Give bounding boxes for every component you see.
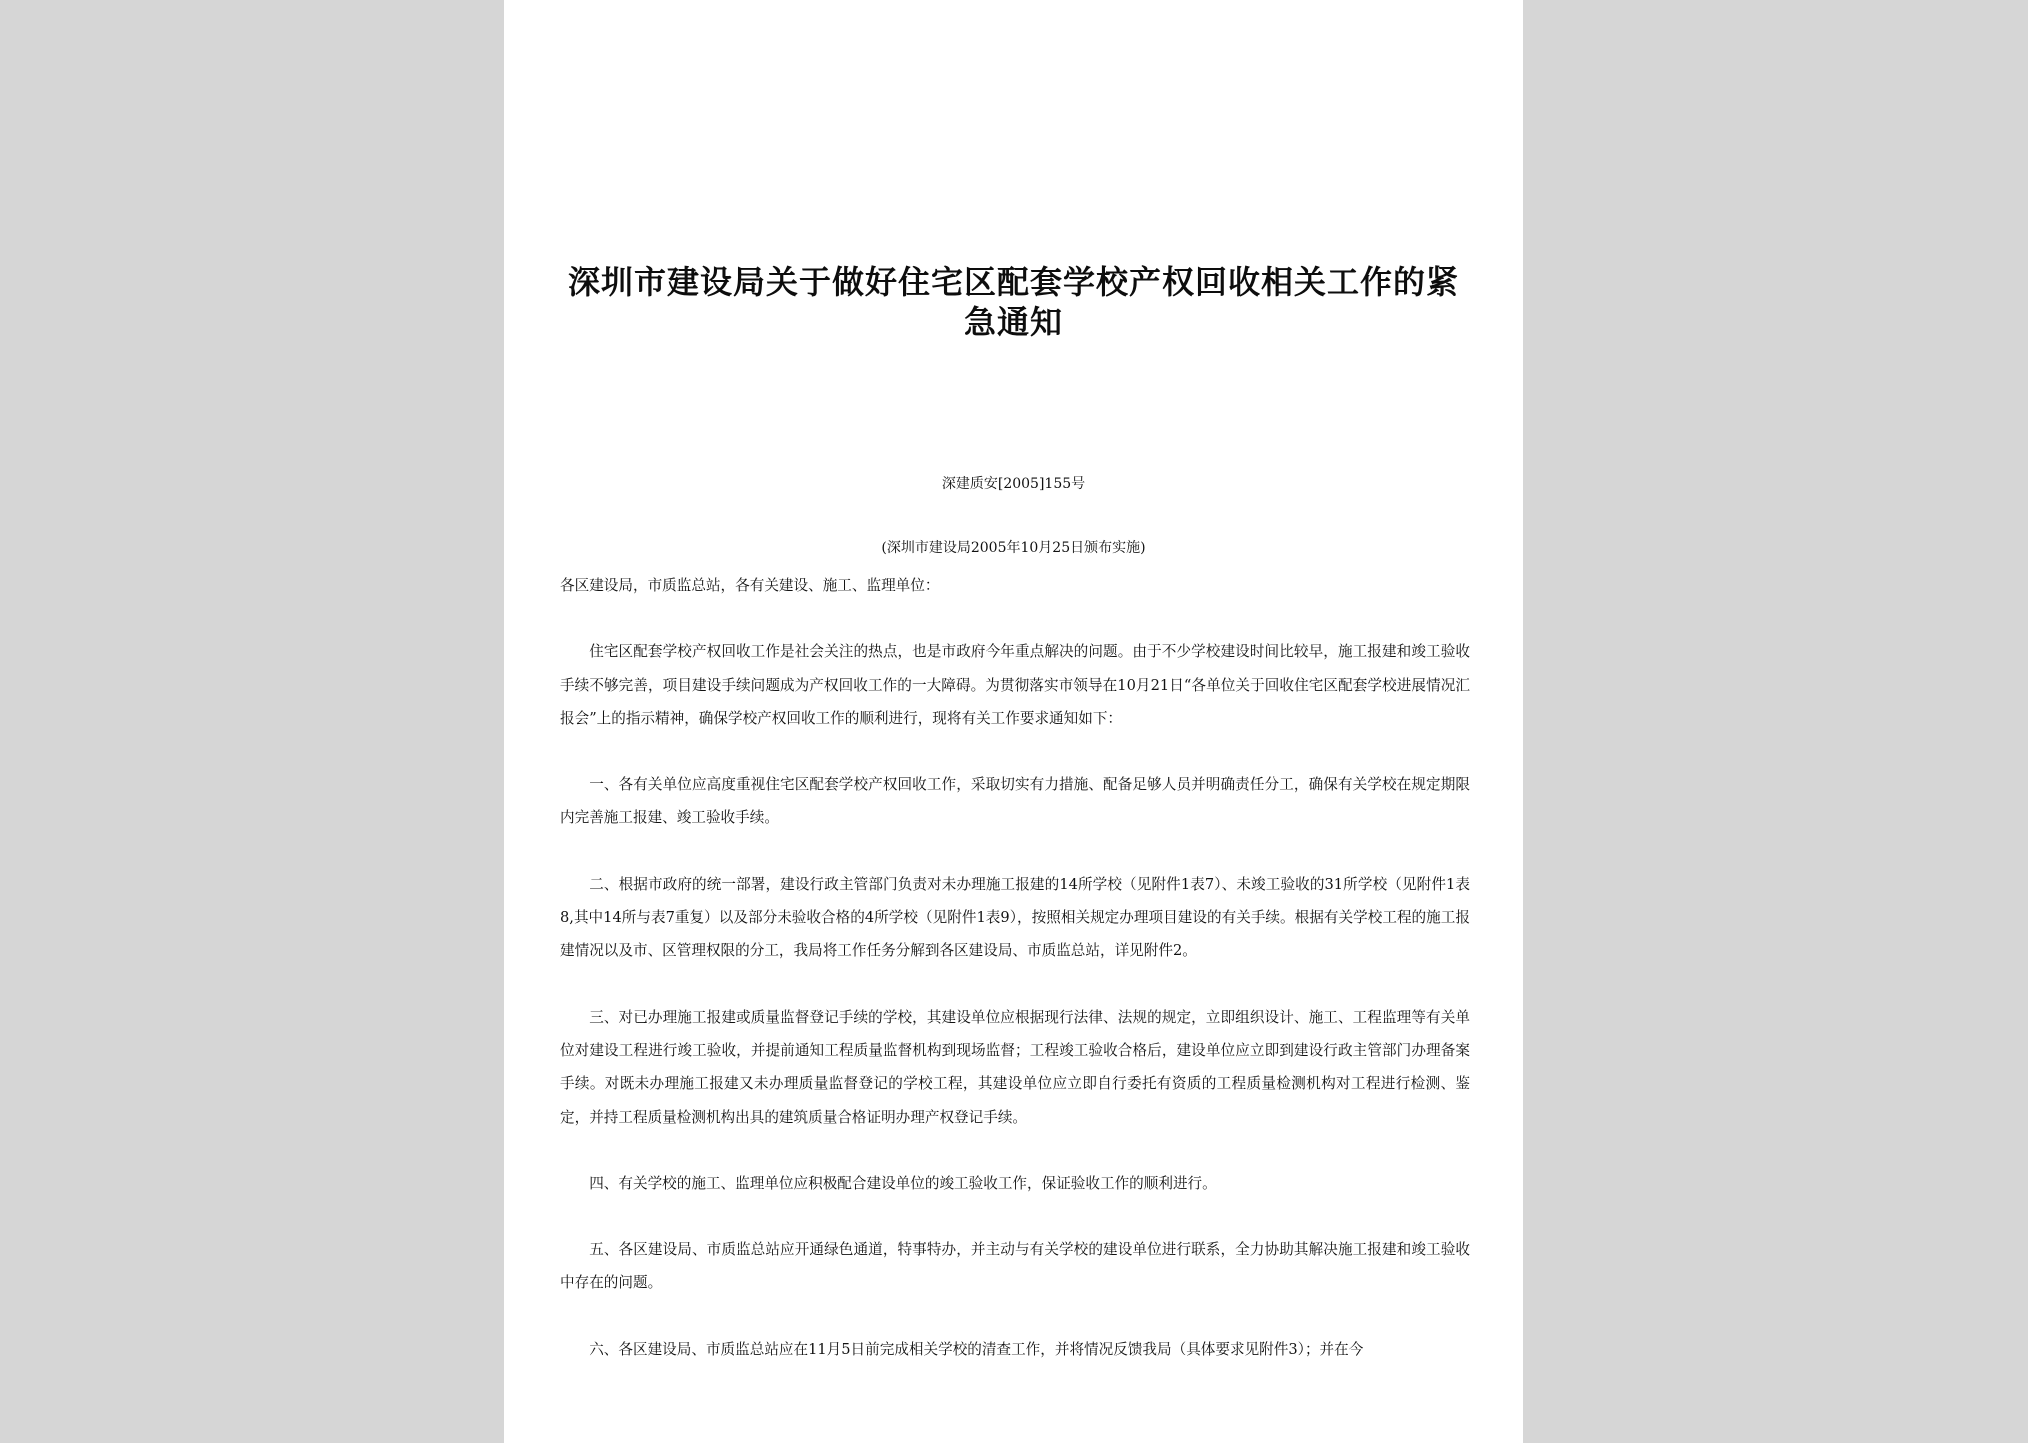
paragraph-item-3: 三、对已办理施工报建或质量监督登记手续的学校，其建设单位应根据现行法律、法规的规定，立即组织设计、施工、工程监理等有关单位对建设工程进行竣工验收，并提前通知工程质量监督机构到现场监督；工程竣工验收合格后，建设单位应立即到建设行政主管部门办理备案手续。对既未办理施工报建又未办理质量监督登记的学校工程，其建设单位应立即自行委托有资质的工程质量检测机构对工程进行检测、鉴定，并持工程质量检测机构出具的建筑质量合格证明办理产权登记手续。 [560, 1008, 1470, 1126]
document-page [504, 0, 1523, 1443]
document-body [560, 569, 1470, 1399]
paragraph-item-2: 二、根据市政府的统一部署，建设行政主管部门负责对未办理施工报建的14所学校（见附件1表7）、未竣工验收的31所学校（见附件1表8,其中14所与表7重复）以及部分未验收合格的4所学校（见附件1表9），按照相关规定办理项目建设的有关手续。根据有关学校工程的施工报建情况以及市、区管理权限的分工，我局将工作任务分解到各区建设局、市质监总站，详见附件2。 [560, 875, 1470, 960]
paragraph-item-1: 一、各有关单位应高度重视住宅区配套学校产权回收工作，采取切实有力措施、配备足够人员并明确责任分工，确保有关学校在规定期限内完善施工报建、竣工验收手续。 [560, 776, 1470, 827]
document-title: 深圳市建设局关于做好住宅区配套学校产权回收相关工作的紧急通知 [567, 263, 1459, 341]
salutation: 各区建设局，市质监总站，各有关建设、施工、监理单位： [560, 577, 940, 594]
paragraph-item-6: 六、各区建设局、市质监总站应在11月5日前完成相关学校的清查工作，并将情况反馈我局（具体要求见附件3）；并在今 [589, 1340, 1364, 1358]
paragraph-item-4: 四、有关学校的施工、监理单位应积极配合建设单位的竣工验收工作，保证验收工作的顺利进行。 [589, 1174, 1217, 1192]
document-number: 深建质安[2005]155号 [941, 476, 1086, 492]
issue-note: (深圳市建设局2005年10月25日颁布实施) [881, 540, 1146, 556]
paragraph-item-5: 五、各区建设局、市质监总站应开通绿色通道，特事特办，并主动与有关学校的建设单位进行联系，全力协助其解决施工报建和竣工验收中存在的问题。 [560, 1241, 1470, 1292]
paragraph-intro: 住宅区配套学校产权回收工作是社会关注的热点，也是市政府今年重点解决的问题。由于不少学校建设时间比较早，施工报建和竣工验收手续不够完善，项目建设手续问题成为产权回收工作的一大障碍。为贯彻落实市领导在10月21日“各单位关于回收住宅区配套学校进展情况汇报会”上的指示精神，确保学校产权回收工作的顺利进行，现将有关工作要求通知如下： [560, 643, 1470, 727]
